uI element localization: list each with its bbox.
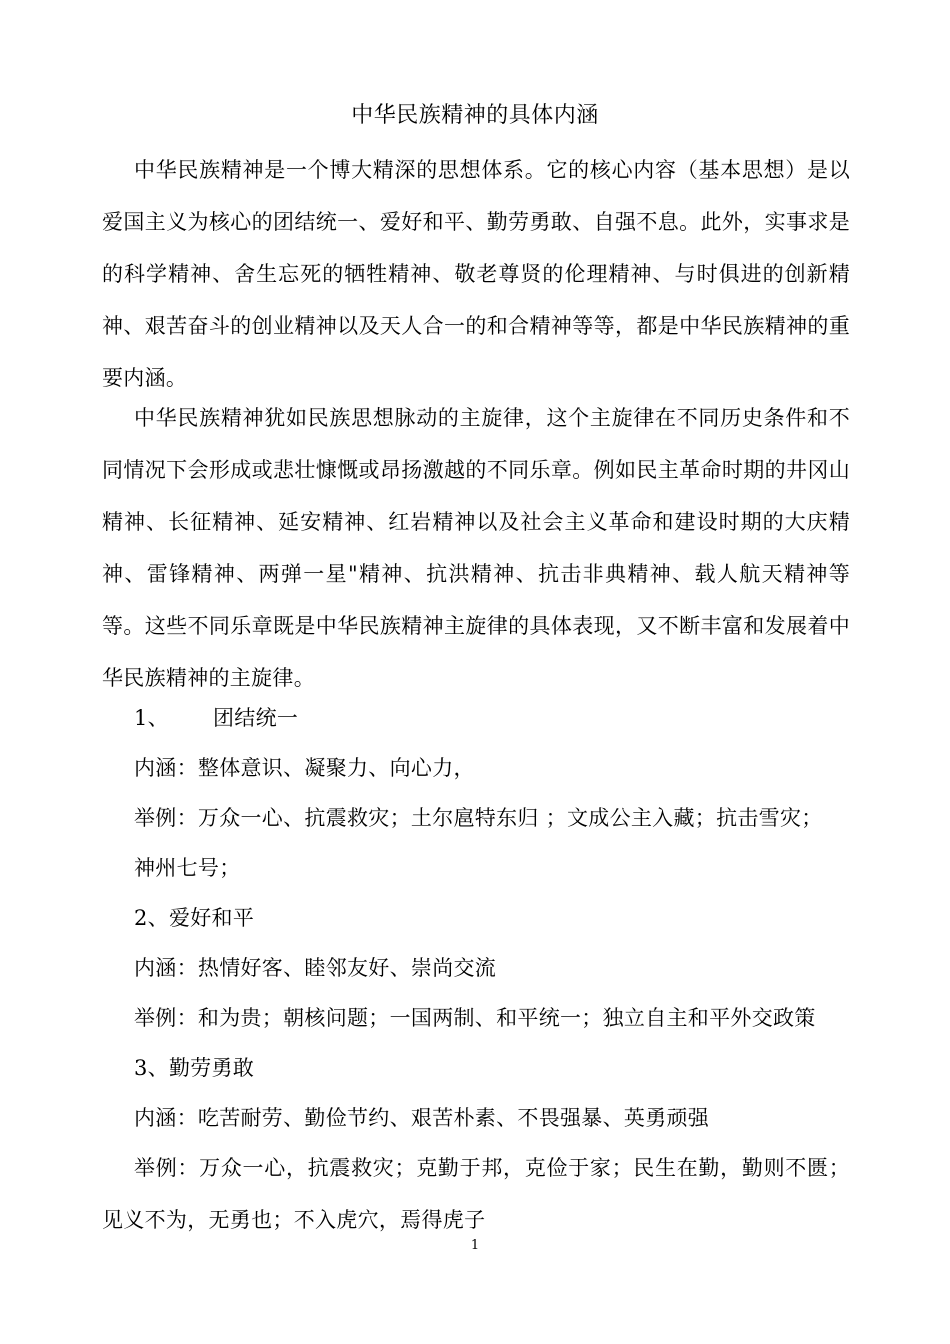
section-2-examples: 举例：和为贵；朝核问题；一国两制、和平统一；独立自主和平外交政策 [134,1006,816,1030]
section-3-meaning: 内涵：吃苦耐劳、勤俭节约、艰苦朴素、不畏强暴、英勇顽强 [134,1106,710,1130]
section-1-examples-continued: 神州七号； [134,856,241,880]
section-1-heading [134,702,298,734]
page-number: 1 [470,1238,480,1253]
document-title: 中华民族精神的具体内涵 [351,103,599,128]
section-2-meaning: 内涵：热情好客、睦邻友好、崇尚交流 [134,956,497,980]
section-1-title: 团结统一 [212,706,299,730]
section-1-meaning: 内涵：整体意识、凝聚力、向心力， [134,756,475,780]
section-1-number: 1、 [134,706,169,730]
paragraph-core-content: 中华民族精神是一个博大精深的思想体系。它的核心内容（基本思想）是以爱国主义为核心的团结统一、爱好和平、勤劳勇敢、自强不息。此外，实事求是的科学精神、舍生忘死的牺牲精神、敬老尊贤的伦理精神、与时俱进的创新精神、艰苦奋斗的创业精神以及天人合一的和合精神等等，都是中华民族精神的重要内涵。 [102,158,850,390]
section-3-examples: 举例：万众一心，抗震救灾；克勤于邦，克俭于家；民生在勤，勤则不匮；见义不为，无勇也；不入虎穴，焉得虎子 [102,1156,850,1232]
section-1-examples: 举例：万众一心、抗震救灾；土尔扈特东归 ；文成公主入藏；抗击雪灾； [134,806,823,830]
section-2-heading: 2、爱好和平 [134,906,255,930]
section-3-heading: 3、勤劳勇敢 [134,1056,255,1080]
paragraph-main-melody: 中华民族精神犹如民族思想脉动的主旋律，这个主旋律在不同历史条件和不同情况下会形成或悲壮慷慨或昂扬激越的不同乐章。例如民主革命时期的井冈山精神、长征精神、延安精神、红岩精神以及社会主义革命和建设时期的大庆精神、雷锋精神、两弹一星"精神、抗洪精神、抗击非典精神、载人航天精神等等。这些不同乐章既是中华民族精神主旋律的具体表现，又不断丰富和发展着中华民族精神的主旋律。 [102,406,850,690]
